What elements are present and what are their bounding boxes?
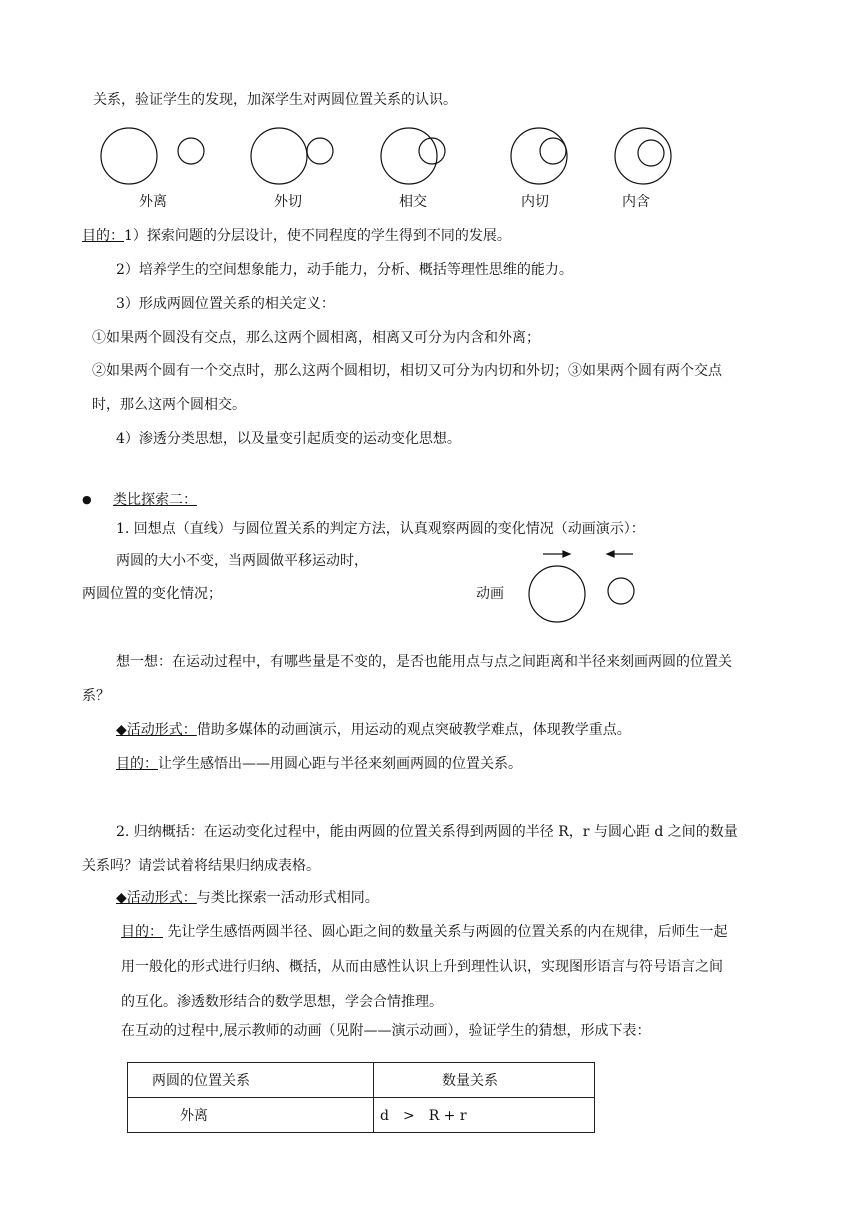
purpose-3b: 用一般化的形式进行归纳、概括，从而由感性认识上升到理性认识，实现图形语言与符号语言之间 [121, 959, 723, 975]
table-cell-position: 外离 [128, 1098, 374, 1133]
purpose-2-label: 目的： [116, 756, 158, 772]
fig-intersect-large-circle [381, 128, 437, 184]
definition-1: ①如果两个圆没有交点，那么这两个圆相离，相离又可分为内含和外离； [92, 330, 540, 346]
anim-small-circle [608, 578, 634, 604]
fig-separate-small-circle [178, 138, 204, 164]
activity-2-text: 与类比探索一活动形式相同。 [196, 890, 379, 906]
section-bullet: ● [82, 493, 92, 506]
fig-intersect-small-circle [419, 138, 445, 164]
caption-internal-tangent: 内切 [521, 194, 549, 210]
purpose-item-1: 1）探索问题的分层设计，使不同程度的学生得到不同的发展。 [124, 228, 511, 244]
activity-1-label: ◆活动形式： [116, 722, 197, 738]
caption-external-tangent: 外切 [274, 194, 302, 210]
fig-contain-small-circle [638, 140, 664, 166]
activity-2-label: ◆活动形式： [116, 890, 197, 906]
fig-external-tangent-small-circle [307, 138, 333, 164]
purpose-item-2: 2）培养学生的空间想象能力，动手能力，分析、概括等理性思维的能力。 [116, 262, 573, 278]
table-row [128, 1098, 595, 1133]
definition-2b: 时，那么这两个圆相交。 [92, 397, 246, 413]
think-line-b: 系？ [82, 688, 110, 704]
fig-internal-tangent-large-circle [511, 128, 567, 184]
activity-1 [116, 720, 631, 740]
anim-desc-1: 两圆的大小不变，当两圆做平移运动时， [116, 553, 368, 569]
purpose-3-text-a: 先让学生感悟两圆半径、圆心距之间的数量关系与两圆的位置关系的内在规律，后师生一起 [163, 924, 728, 940]
table-header-quantity: 数量关系 [374, 1063, 595, 1098]
purpose-item-4: 4）渗透分类思想，以及量变引起质变的运动变化思想。 [116, 431, 461, 447]
step-1: 1. 回想点（直线）与圆位置关系的判定方法，认真观察两圆的变化情况（动画演示）： [116, 521, 645, 537]
fig-separate-large-circle [101, 128, 157, 184]
step-2b: 关系吗？请尝试着将结果归纳成表格。 [82, 858, 320, 874]
caption-intersect: 相交 [399, 194, 427, 210]
section-title: 类比探索二： [113, 492, 197, 508]
purpose-2-text: 让学生感悟出——用圆心距与半径来刻画两圆的位置关系。 [158, 756, 522, 772]
anim-label: 动画 [476, 586, 504, 602]
purpose-2 [116, 754, 522, 774]
purpose-3-label: 目的： [121, 924, 163, 940]
purpose-label: 目的： [82, 228, 124, 244]
definition-2a: ②如果两个圆有一个交点时，那么这两个圆相切，相切又可分为内切和外切；③如果两个圆有两个交点 [92, 363, 722, 379]
caption-contain: 内含 [622, 194, 650, 210]
purpose-3a [121, 922, 727, 942]
purpose-line-1 [82, 226, 511, 246]
table-header-position: 两圆的位置关系 [128, 1063, 374, 1098]
anim-desc-2: 两圆位置的变化情况； [82, 586, 222, 602]
anim-large-circle [529, 566, 585, 622]
activity-1-text: 借助多媒体的动画演示，用运动的观点突破教学难点，体现教学重点。 [196, 722, 631, 738]
interaction-line: 在互动的过程中,展示教师的动画（见附——演示动画），验证学生的猜想，形成下表： [121, 1023, 651, 1039]
activity-2 [116, 888, 379, 908]
intro-line: 关系，验证学生的发现，加深学生对两圆位置关系的认识。 [93, 92, 457, 108]
fig-external-tangent-large-circle [251, 128, 307, 184]
think-line-a: 想一想：在运动过程中，有哪些量是不变的，是否也能用点与点之间距离和半径来刻画两圆的位置关 [116, 654, 732, 670]
fig-internal-tangent-small-circle [540, 138, 566, 164]
table-header-row [128, 1063, 595, 1098]
step-2a: 2. 归纳概括：在运动变化过程中，能由两圆的位置关系得到两圆的半径 R，r 与圆心距 d 之间的数量 [116, 824, 738, 840]
arrow-left-head [607, 551, 614, 557]
fig-contain-large-circle [615, 128, 671, 184]
purpose-3c: 的互化。渗透数形结合的数学思想，学会合情推理。 [121, 994, 443, 1010]
caption-separate: 外离 [139, 194, 167, 210]
purpose-item-3: 3）形成两圆位置关系的相关定义： [116, 296, 335, 312]
arrow-right-head [563, 551, 570, 557]
table-cell-quantity: d > R + r [374, 1098, 595, 1133]
relation-table [127, 1062, 595, 1133]
